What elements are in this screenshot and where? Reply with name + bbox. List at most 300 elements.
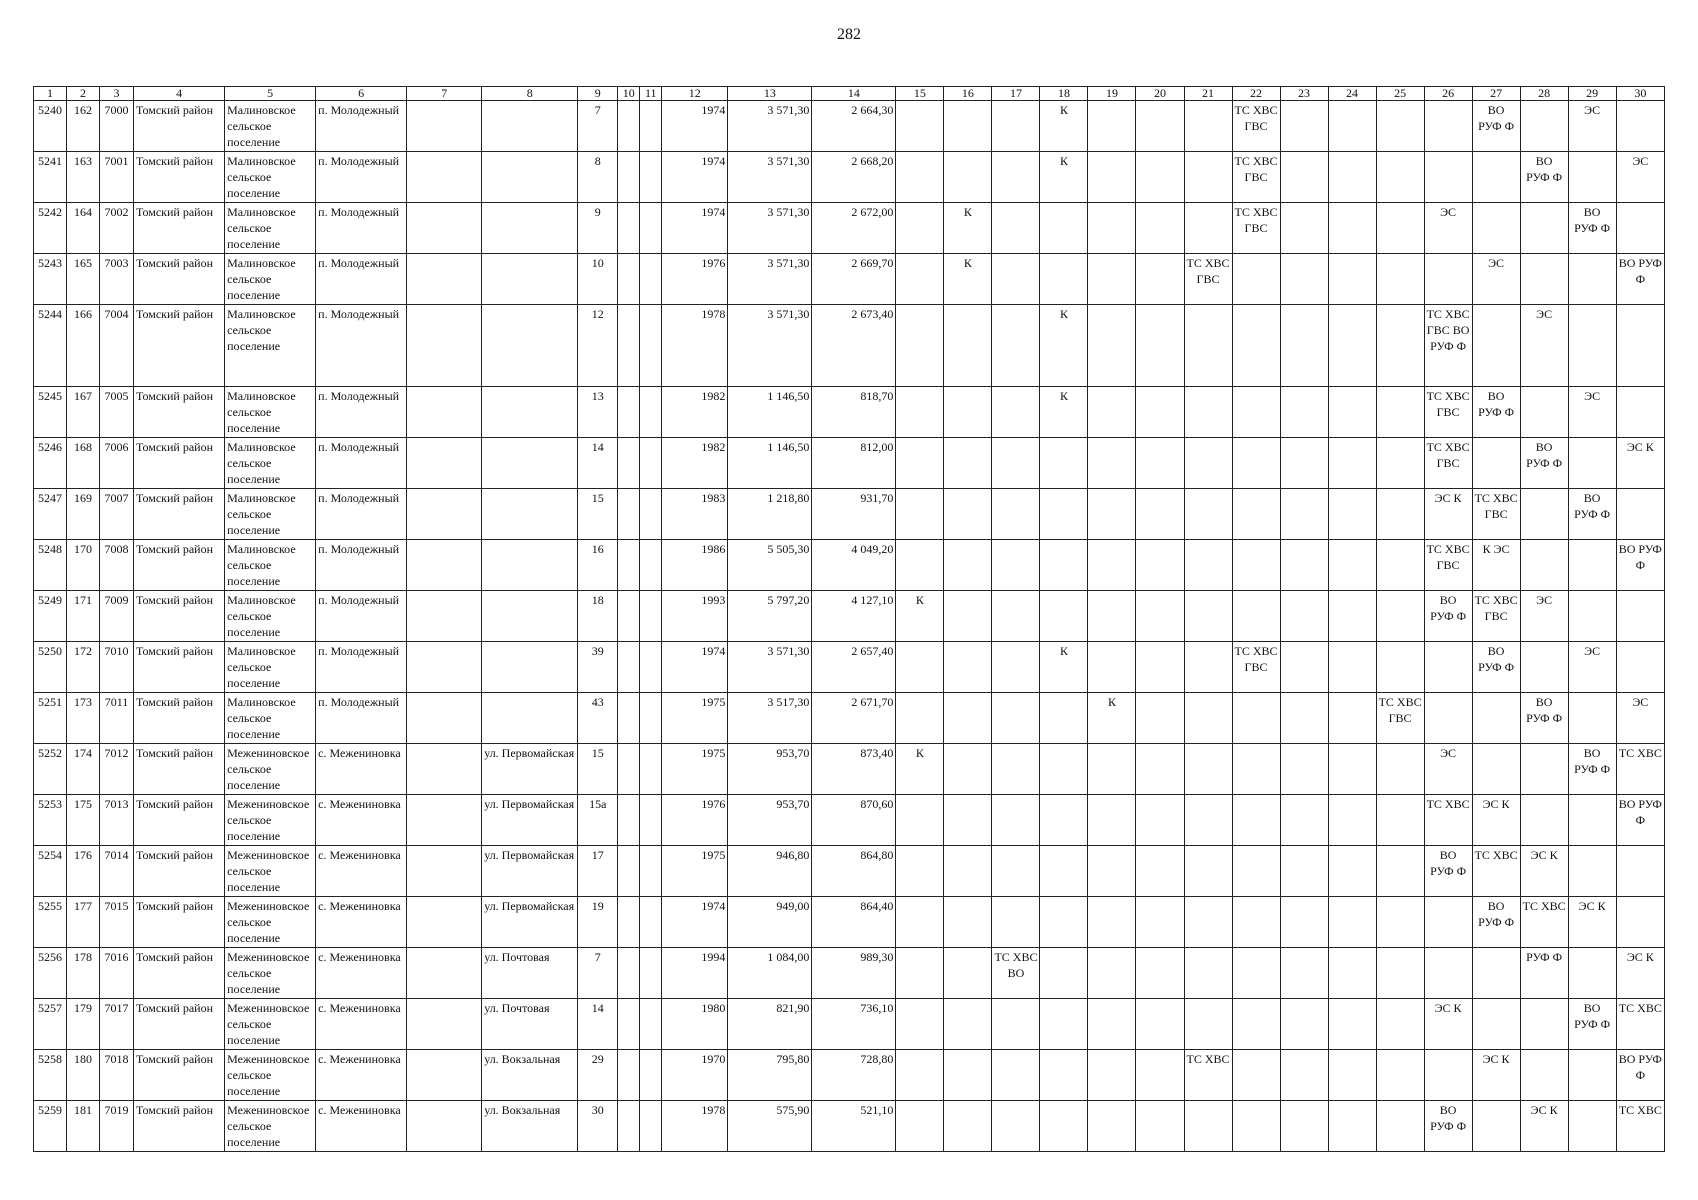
table-cell-col-12: 1970	[662, 1050, 728, 1101]
table-cell-col-3: 7003	[100, 254, 134, 305]
table-cell-col-26	[1424, 948, 1472, 999]
table-cell-col-12: 1978	[662, 1101, 728, 1152]
table-cell-col-4: Томский район	[134, 1101, 225, 1152]
table-row	[34, 846, 1665, 897]
table-cell-col-13: 946,80	[728, 846, 812, 897]
column-header: 2	[67, 87, 100, 101]
table-cell-col-12: 1975	[662, 846, 728, 897]
table-cell-col-23	[1280, 203, 1328, 254]
table-cell-col-25	[1376, 591, 1424, 642]
table-cell-col-19	[1088, 152, 1136, 203]
table-cell-col-19	[1088, 846, 1136, 897]
table-cell-col-17: ТС ХВС ВО	[992, 948, 1040, 999]
table-cell-col-1: 5256	[34, 948, 67, 999]
table-cell-col-29	[1568, 1050, 1616, 1101]
table-cell-col-4: Томский район	[134, 489, 225, 540]
table-cell-col-18: К	[1040, 152, 1088, 203]
table-cell-col-8: ул. Вокзальная	[482, 1050, 578, 1101]
table-cell-col-30: ТС ХВС	[1616, 999, 1664, 1050]
table-cell-col-8	[482, 203, 578, 254]
table-cell-col-11	[640, 254, 662, 305]
table-cell-col-24	[1328, 489, 1376, 540]
table-cell-col-2: 178	[67, 948, 100, 999]
table-cell-col-9: 43	[578, 693, 618, 744]
column-header: 18	[1040, 87, 1088, 101]
table-cell-col-21	[1184, 744, 1232, 795]
table-cell-col-17	[992, 101, 1040, 152]
table-cell-col-11	[640, 999, 662, 1050]
table-cell-col-5: Малиновское сельское поселение	[225, 152, 316, 203]
table-cell-col-24	[1328, 846, 1376, 897]
table-cell-col-7	[407, 489, 482, 540]
table-cell-col-6: п. Молодежный	[316, 693, 407, 744]
table-cell-col-16	[944, 897, 992, 948]
table-cell-col-18: К	[1040, 387, 1088, 438]
table-cell-col-26: ВО РУФ Ф	[1424, 591, 1472, 642]
table-cell-col-28: ЭС	[1520, 591, 1568, 642]
table-cell-col-24	[1328, 999, 1376, 1050]
table-cell-col-18: К	[1040, 642, 1088, 693]
table-cell-col-3: 7010	[100, 642, 134, 693]
table-cell-col-26	[1424, 152, 1472, 203]
table-cell-col-8	[482, 101, 578, 152]
table-cell-col-26: ТС ХВС ГВС	[1424, 387, 1472, 438]
table-cell-col-27: ЭС К	[1472, 1050, 1520, 1101]
table-cell-col-13: 575,90	[728, 1101, 812, 1152]
table-cell-col-29	[1568, 254, 1616, 305]
table-cell-col-23	[1280, 948, 1328, 999]
table-cell-col-7	[407, 254, 482, 305]
column-header: 11	[640, 87, 662, 101]
table-cell-col-27	[1472, 438, 1520, 489]
table-cell-col-2: 164	[67, 203, 100, 254]
table-cell-col-9: 30	[578, 1101, 618, 1152]
table-cell-col-9: 17	[578, 846, 618, 897]
table-cell-col-8	[482, 387, 578, 438]
table-cell-col-24	[1328, 540, 1376, 591]
column-header: 26	[1424, 87, 1472, 101]
table-cell-col-14: 736,10	[812, 999, 896, 1050]
table-cell-col-19	[1088, 795, 1136, 846]
table-cell-col-22: ТС ХВС ГВС	[1232, 203, 1280, 254]
table-cell-col-18	[1040, 795, 1088, 846]
table-cell-col-11	[640, 948, 662, 999]
table-cell-col-9: 15	[578, 489, 618, 540]
table-cell-col-23	[1280, 1050, 1328, 1101]
table-cell-col-14: 2 668,20	[812, 152, 896, 203]
table-cell-col-26: ЭС	[1424, 744, 1472, 795]
table-cell-col-8	[482, 254, 578, 305]
table-cell-col-17	[992, 489, 1040, 540]
table-cell-col-4: Томский район	[134, 305, 225, 387]
table-cell-col-2: 177	[67, 897, 100, 948]
table-cell-col-12: 1974	[662, 152, 728, 203]
table-cell-col-11	[640, 489, 662, 540]
table-cell-col-29: ВО РУФ Ф	[1568, 744, 1616, 795]
table-cell-col-7	[407, 999, 482, 1050]
column-header: 12	[662, 87, 728, 101]
table-cell-col-17	[992, 693, 1040, 744]
table-cell-col-1: 5241	[34, 152, 67, 203]
table-cell-col-3: 7009	[100, 591, 134, 642]
table-cell-col-11	[640, 101, 662, 152]
table-cell-col-1: 5253	[34, 795, 67, 846]
table-cell-col-8	[482, 642, 578, 693]
table-cell-col-30	[1616, 897, 1664, 948]
table-cell-col-30: ТС ХВС	[1616, 1101, 1664, 1152]
table-cell-col-4: Томский район	[134, 846, 225, 897]
table-cell-col-20	[1136, 540, 1184, 591]
table-cell-col-25	[1376, 101, 1424, 152]
table-cell-col-20	[1136, 744, 1184, 795]
table-cell-col-30: ЭС	[1616, 693, 1664, 744]
table-cell-col-17	[992, 152, 1040, 203]
table-cell-col-4: Томский район	[134, 1050, 225, 1101]
table-cell-col-28	[1520, 642, 1568, 693]
table-row	[34, 795, 1665, 846]
table-cell-col-20	[1136, 438, 1184, 489]
table-row	[34, 591, 1665, 642]
table-cell-col-15	[896, 1101, 944, 1152]
table-cell-col-13: 1 146,50	[728, 438, 812, 489]
table-cell-col-30	[1616, 489, 1664, 540]
table-row	[34, 948, 1665, 999]
table-cell-col-18	[1040, 846, 1088, 897]
table-cell-col-10	[618, 101, 640, 152]
table-cell-col-16	[944, 795, 992, 846]
table-cell-col-20	[1136, 489, 1184, 540]
table-cell-col-10	[618, 152, 640, 203]
table-cell-col-10	[618, 795, 640, 846]
table-cell-col-11	[640, 540, 662, 591]
table-cell-col-29	[1568, 591, 1616, 642]
table-cell-col-29	[1568, 540, 1616, 591]
table-cell-col-5: Малиновское сельское поселение	[225, 438, 316, 489]
table-cell-col-14: 873,40	[812, 744, 896, 795]
table-cell-col-28	[1520, 540, 1568, 591]
table-cell-col-14: 864,80	[812, 846, 896, 897]
table-cell-col-26	[1424, 642, 1472, 693]
table-cell-col-2: 169	[67, 489, 100, 540]
table-cell-col-21	[1184, 438, 1232, 489]
table-cell-col-8: ул. Почтовая	[482, 948, 578, 999]
table-row	[34, 999, 1665, 1050]
table-cell-col-14: 2 672,00	[812, 203, 896, 254]
table-cell-col-19	[1088, 254, 1136, 305]
table-cell-col-5: Малиновское сельское поселение	[225, 387, 316, 438]
table-cell-col-12: 1980	[662, 999, 728, 1050]
table-cell-col-23	[1280, 152, 1328, 203]
table-cell-col-2: 173	[67, 693, 100, 744]
table-cell-col-12: 1974	[662, 203, 728, 254]
table-cell-col-2: 172	[67, 642, 100, 693]
table-cell-col-22	[1232, 795, 1280, 846]
page-number: 282	[837, 26, 861, 43]
table-cell-col-23	[1280, 489, 1328, 540]
table-cell-col-13: 3 571,30	[728, 101, 812, 152]
table-cell-col-20	[1136, 254, 1184, 305]
table-cell-col-3: 7002	[100, 203, 134, 254]
table-cell-col-22	[1232, 387, 1280, 438]
table-cell-col-25	[1376, 999, 1424, 1050]
table-cell-col-16	[944, 540, 992, 591]
table-cell-col-1: 5248	[34, 540, 67, 591]
table-cell-col-28	[1520, 744, 1568, 795]
table-cell-col-8: ул. Почтовая	[482, 999, 578, 1050]
table-cell-col-13: 3 571,30	[728, 254, 812, 305]
table-cell-col-7	[407, 744, 482, 795]
table-cell-col-20	[1136, 203, 1184, 254]
table-cell-col-13: 1 146,50	[728, 387, 812, 438]
table-cell-col-26	[1424, 254, 1472, 305]
table-cell-col-29	[1568, 152, 1616, 203]
table-cell-col-14: 864,40	[812, 897, 896, 948]
table-cell-col-28	[1520, 795, 1568, 846]
table-cell-col-1: 5254	[34, 846, 67, 897]
table-cell-col-4: Томский район	[134, 438, 225, 489]
table-cell-col-29	[1568, 693, 1616, 744]
table-cell-col-11	[640, 642, 662, 693]
table-cell-col-22	[1232, 744, 1280, 795]
table-cell-col-9: 9	[578, 203, 618, 254]
table-cell-col-28	[1520, 203, 1568, 254]
table-cell-col-29	[1568, 948, 1616, 999]
table-cell-col-9: 12	[578, 305, 618, 387]
table-cell-col-3: 7004	[100, 305, 134, 387]
table-cell-col-4: Томский район	[134, 795, 225, 846]
table-cell-col-24	[1328, 1050, 1376, 1101]
table-cell-col-3: 7005	[100, 387, 134, 438]
table-cell-col-1: 5245	[34, 387, 67, 438]
table-cell-col-24	[1328, 948, 1376, 999]
table-cell-col-23	[1280, 1101, 1328, 1152]
table-cell-col-1: 5240	[34, 101, 67, 152]
table-cell-col-1: 5244	[34, 305, 67, 387]
table-cell-col-2: 181	[67, 1101, 100, 1152]
table-cell-col-20	[1136, 152, 1184, 203]
table-cell-col-19	[1088, 305, 1136, 387]
table-cell-col-16	[944, 948, 992, 999]
table-cell-col-10	[618, 999, 640, 1050]
table-row	[34, 203, 1665, 254]
table-cell-col-7	[407, 846, 482, 897]
table-cell-col-3: 7017	[100, 999, 134, 1050]
table-cell-col-19	[1088, 591, 1136, 642]
table-cell-col-6: п. Молодежный	[316, 101, 407, 152]
table-cell-col-12: 1976	[662, 254, 728, 305]
table-cell-col-7	[407, 1101, 482, 1152]
table-cell-col-2: 179	[67, 999, 100, 1050]
table-cell-col-5: Малиновское сельское поселение	[225, 203, 316, 254]
table-cell-col-10	[618, 540, 640, 591]
column-number-row	[34, 87, 1665, 101]
table-cell-col-8: ул. Первомайская	[482, 795, 578, 846]
column-header: 24	[1328, 87, 1376, 101]
table-cell-col-6: с. Межениновка	[316, 795, 407, 846]
table-cell-col-14: 4 049,20	[812, 540, 896, 591]
table-cell-col-24	[1328, 387, 1376, 438]
table-cell-col-24	[1328, 203, 1376, 254]
table-cell-col-23	[1280, 387, 1328, 438]
table-cell-col-22	[1232, 591, 1280, 642]
table-cell-col-12: 1975	[662, 693, 728, 744]
table-cell-col-23	[1280, 254, 1328, 305]
register-table	[33, 86, 1665, 1152]
table-cell-col-26: ВО РУФ Ф	[1424, 1101, 1472, 1152]
table-cell-col-24	[1328, 254, 1376, 305]
table-cell-col-4: Томский район	[134, 999, 225, 1050]
table-cell-col-1: 5250	[34, 642, 67, 693]
table-cell-col-28: ВО РУФ Ф	[1520, 693, 1568, 744]
table-cell-col-21	[1184, 305, 1232, 387]
table-cell-col-12: 1983	[662, 489, 728, 540]
table-cell-col-21	[1184, 203, 1232, 254]
table-cell-col-16	[944, 642, 992, 693]
table-cell-col-2: 176	[67, 846, 100, 897]
table-cell-col-25	[1376, 1101, 1424, 1152]
table-cell-col-3: 7007	[100, 489, 134, 540]
table-cell-col-24	[1328, 101, 1376, 152]
table-cell-col-4: Томский район	[134, 254, 225, 305]
table-cell-col-3: 7000	[100, 101, 134, 152]
table-cell-col-19	[1088, 387, 1136, 438]
table-cell-col-19	[1088, 642, 1136, 693]
table-cell-col-17	[992, 744, 1040, 795]
table-cell-col-4: Томский район	[134, 642, 225, 693]
table-row	[34, 897, 1665, 948]
column-header: 16	[944, 87, 992, 101]
table-cell-col-27: ВО РУФ Ф	[1472, 387, 1520, 438]
table-cell-col-17	[992, 642, 1040, 693]
table-cell-col-6: п. Молодежный	[316, 152, 407, 203]
table-cell-col-15	[896, 948, 944, 999]
table-cell-col-24	[1328, 152, 1376, 203]
column-header: 3	[100, 87, 134, 101]
column-header: 4	[134, 87, 225, 101]
table-cell-col-21	[1184, 1101, 1232, 1152]
table-cell-col-27: ТС ХВС ГВС	[1472, 489, 1520, 540]
table-cell-col-2: 165	[67, 254, 100, 305]
table-cell-col-25	[1376, 540, 1424, 591]
table-cell-col-1: 5257	[34, 999, 67, 1050]
table-cell-col-25	[1376, 203, 1424, 254]
table-cell-col-10	[618, 948, 640, 999]
table-cell-col-22	[1232, 846, 1280, 897]
table-cell-col-10	[618, 387, 640, 438]
table-cell-col-15	[896, 795, 944, 846]
table-cell-col-22: ТС ХВС ГВС	[1232, 101, 1280, 152]
table-cell-col-10	[618, 1101, 640, 1152]
table-cell-col-22	[1232, 489, 1280, 540]
table-cell-col-22	[1232, 1101, 1280, 1152]
table-cell-col-24	[1328, 1101, 1376, 1152]
table-cell-col-21	[1184, 693, 1232, 744]
table-cell-col-6: с. Межениновка	[316, 846, 407, 897]
table-cell-col-30: ВО РУФ Ф	[1616, 1050, 1664, 1101]
table-cell-col-10	[618, 489, 640, 540]
table-cell-col-4: Томский район	[134, 387, 225, 438]
table-cell-col-9: 16	[578, 540, 618, 591]
table-cell-col-3: 7016	[100, 948, 134, 999]
table-cell-col-17	[992, 540, 1040, 591]
table-cell-col-14: 728,80	[812, 1050, 896, 1101]
table-cell-col-26: ТС ХВС ГВС ВО РУФ Ф	[1424, 305, 1472, 387]
table-cell-col-27	[1472, 693, 1520, 744]
table-cell-col-19	[1088, 101, 1136, 152]
table-cell-col-24	[1328, 795, 1376, 846]
column-header: 21	[1184, 87, 1232, 101]
table-cell-col-7	[407, 305, 482, 387]
table-cell-col-6: п. Молодежный	[316, 642, 407, 693]
table-cell-col-30	[1616, 591, 1664, 642]
table-cell-col-7	[407, 203, 482, 254]
table-cell-col-15	[896, 152, 944, 203]
table-cell-col-5: Межениновское сельское поселение	[225, 795, 316, 846]
table-cell-col-26: ТС ХВС ГВС	[1424, 438, 1472, 489]
column-header: 23	[1280, 87, 1328, 101]
table-cell-col-15	[896, 254, 944, 305]
table-cell-col-9: 8	[578, 152, 618, 203]
table-cell-col-21	[1184, 152, 1232, 203]
table-cell-col-26	[1424, 897, 1472, 948]
table-cell-col-21: ТС ХВС ГВС	[1184, 254, 1232, 305]
table-cell-col-23	[1280, 897, 1328, 948]
table-cell-col-2: 167	[67, 387, 100, 438]
table-cell-col-3: 7015	[100, 897, 134, 948]
table-cell-col-4: Томский район	[134, 152, 225, 203]
table-cell-col-15	[896, 1050, 944, 1101]
table-row	[34, 1101, 1665, 1152]
table-cell-col-12: 1978	[662, 305, 728, 387]
table-cell-col-7	[407, 101, 482, 152]
table-cell-col-11	[640, 693, 662, 744]
table-cell-col-25	[1376, 642, 1424, 693]
table-cell-col-21	[1184, 795, 1232, 846]
table-cell-col-14: 2 669,70	[812, 254, 896, 305]
table-cell-col-14: 989,30	[812, 948, 896, 999]
table-cell-col-18	[1040, 999, 1088, 1050]
table-cell-col-29: ВО РУФ Ф	[1568, 999, 1616, 1050]
table-cell-col-3: 7014	[100, 846, 134, 897]
table-cell-col-9: 7	[578, 101, 618, 152]
table-cell-col-11	[640, 795, 662, 846]
table-cell-col-17	[992, 438, 1040, 489]
table-cell-col-25	[1376, 948, 1424, 999]
table-cell-col-25	[1376, 795, 1424, 846]
table-cell-col-4: Томский район	[134, 744, 225, 795]
column-header: 29	[1568, 87, 1616, 101]
table-cell-col-30: ВО РУФ Ф	[1616, 795, 1664, 846]
table-cell-col-16	[944, 693, 992, 744]
table-cell-col-12: 1974	[662, 101, 728, 152]
table-cell-col-2: 174	[67, 744, 100, 795]
table-cell-col-14: 2 657,40	[812, 642, 896, 693]
table-cell-col-6: с. Межениновка	[316, 1050, 407, 1101]
table-cell-col-16	[944, 101, 992, 152]
table-cell-col-9: 18	[578, 591, 618, 642]
table-cell-col-24	[1328, 744, 1376, 795]
table-cell-col-7	[407, 387, 482, 438]
table-cell-col-1: 5243	[34, 254, 67, 305]
table-cell-col-19	[1088, 489, 1136, 540]
table-cell-col-20	[1136, 642, 1184, 693]
table-cell-col-30: ВО РУФ Ф	[1616, 540, 1664, 591]
table-cell-col-1: 5251	[34, 693, 67, 744]
table-cell-col-17	[992, 305, 1040, 387]
table-cell-col-25	[1376, 438, 1424, 489]
table-cell-col-15: К	[896, 744, 944, 795]
table-cell-col-1: 5258	[34, 1050, 67, 1101]
